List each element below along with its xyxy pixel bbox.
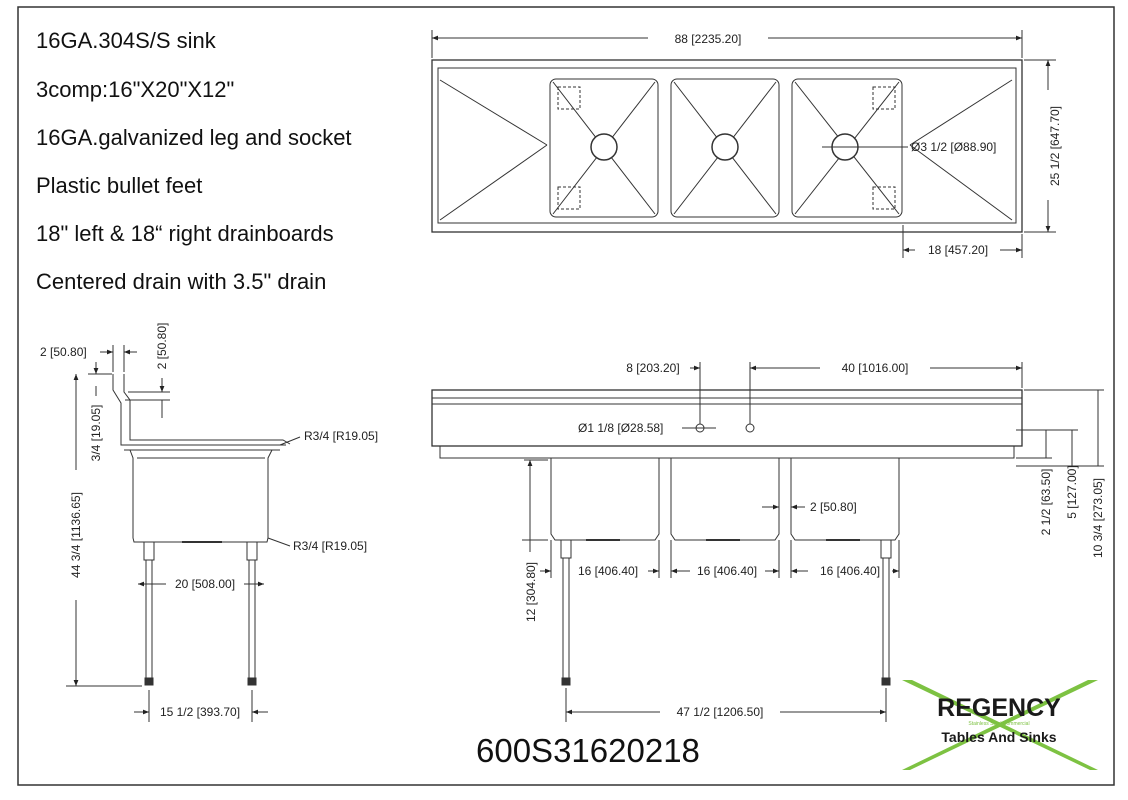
sheet-border bbox=[18, 7, 1114, 785]
top-bowl-2 bbox=[671, 79, 779, 217]
model-number: 600S31620218 bbox=[476, 732, 700, 769]
dim-side-radius-top: R3/4 [R19.05] bbox=[304, 429, 379, 443]
dim-side-rim: 3/4 [19.05] bbox=[89, 404, 103, 462]
dim-drainboard: 18 [457.20] bbox=[927, 243, 989, 257]
regency-logo bbox=[902, 680, 1098, 770]
dim-front-faucet-hole: Ø1 1/8 [Ø28.58] bbox=[578, 421, 664, 435]
dim-side-bowl-width: 20 [508.00] bbox=[174, 577, 236, 591]
dim-side-total-height: 44 3/4 [1136.65] bbox=[69, 492, 83, 578]
dim-front-bowl-depth: 12 [304.80] bbox=[524, 561, 538, 623]
dim-drain-diameter: Ø3 1/2 [Ø88.90] bbox=[911, 140, 997, 154]
spec-line-6: Centered drain with 3.5" drain bbox=[36, 269, 327, 294]
dim-side-radius-bottom: R3/4 [R19.05] bbox=[293, 539, 368, 553]
dim-front-bowl-1: 16 [406.40] bbox=[577, 564, 639, 578]
spec-line-3: 16GA.galvanized leg and socket bbox=[36, 125, 352, 150]
logo-tagline: Stainless Steel Commercial bbox=[968, 721, 1030, 727]
logo-brand: REGENCY bbox=[937, 694, 1061, 722]
dim-side-backsplash-width: 2 [50.80] bbox=[40, 345, 87, 359]
top-bowl-1 bbox=[550, 79, 658, 217]
dim-front-divider: 2 [50.80] bbox=[810, 500, 857, 514]
spec-line-2: 3comp:16"X20"X12" bbox=[36, 77, 235, 102]
front-view bbox=[432, 362, 1104, 722]
dim-front-leg-spacing: 47 1/2 [1206.50] bbox=[676, 705, 764, 719]
spec-line-1: 16GA.304S/S sink bbox=[36, 28, 216, 53]
spec-line-5: 18" left & 18“ right drainboards bbox=[36, 221, 334, 246]
dim-front-bowl-2: 16 [406.40] bbox=[696, 564, 758, 578]
dim-front-rim-h2: 5 [127.00] bbox=[1065, 465, 1079, 519]
dim-front-faucet-spacing: 40 [1016.00] bbox=[841, 361, 909, 375]
dim-side-backsplash-height: 2 [50.80] bbox=[155, 322, 169, 370]
top-bowl-3 bbox=[792, 79, 902, 217]
logo-subtitle: Tables And Sinks bbox=[941, 729, 1057, 745]
spec-line-4: Plastic bullet feet bbox=[36, 173, 203, 198]
dim-overall-length: 88 [2235.20] bbox=[674, 32, 742, 46]
dim-front-backsplash-height: 10 3/4 [273.05] bbox=[1091, 477, 1105, 559]
dim-overall-depth: 25 1/2 [647.70] bbox=[1048, 105, 1062, 187]
dim-side-leg-spacing: 15 1/2 [393.70] bbox=[159, 705, 241, 719]
side-view bbox=[66, 345, 300, 722]
dim-front-bowl-3: 16 [406.40] bbox=[819, 564, 881, 578]
dim-front-rim-h1: 2 1/2 [63.50] bbox=[1039, 468, 1053, 536]
dim-front-faucet-offset: 8 [203.20] bbox=[626, 361, 680, 375]
